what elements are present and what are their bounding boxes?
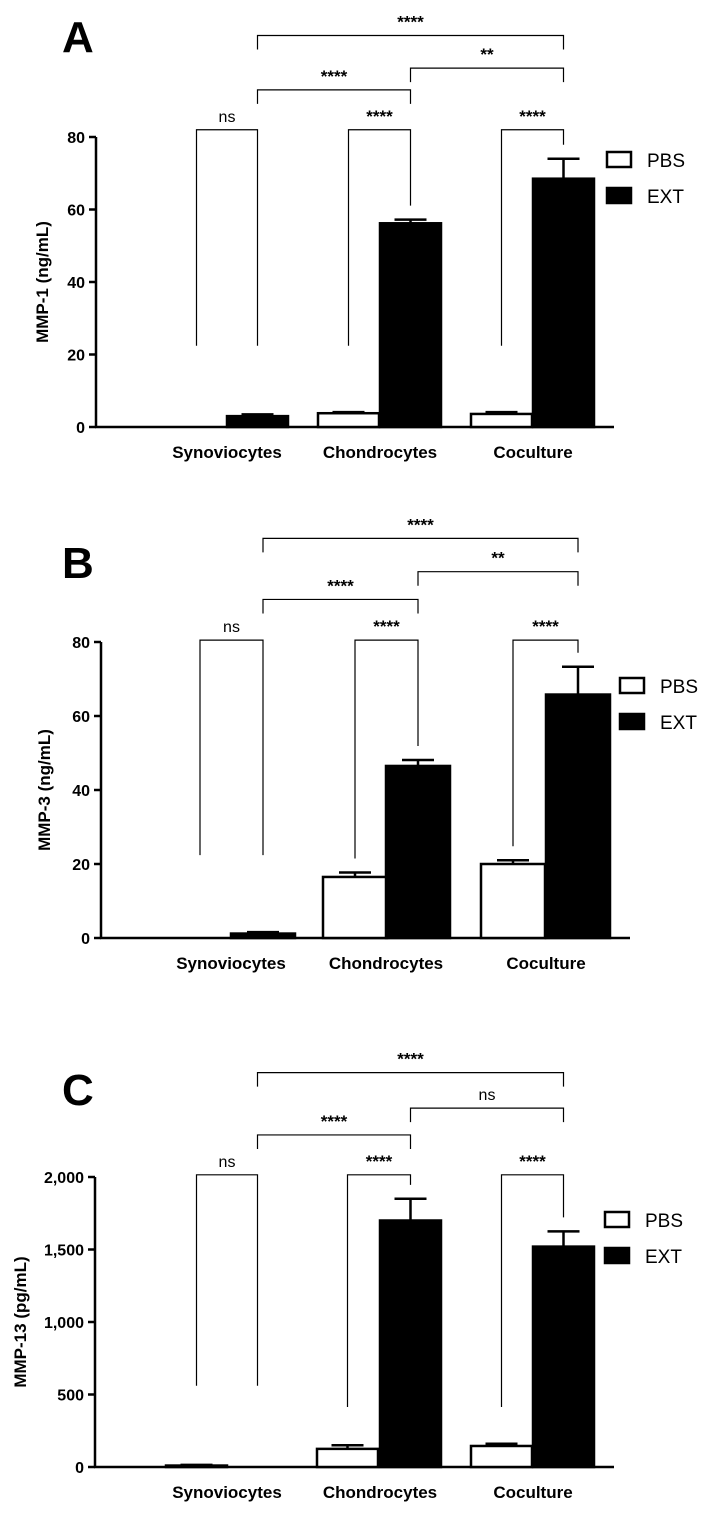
y-tick-label: 80 <box>72 635 90 652</box>
significance-label: ns <box>218 1153 236 1171</box>
legend-label-ext: EXT <box>660 713 697 734</box>
bar-ext-synoviocytes <box>227 416 288 427</box>
chart-panel-b <box>35 515 698 973</box>
significance-bracket <box>258 36 564 50</box>
y-tick-label: 60 <box>67 202 85 220</box>
y-tick-label: 0 <box>75 1460 84 1477</box>
legend-label-pbs: PBS <box>647 151 686 172</box>
legend-swatch-ext <box>605 1248 629 1263</box>
y-tick-label: 1,500 <box>43 1242 84 1260</box>
bar-ext-chondrocytes <box>380 223 441 427</box>
legend-swatch-ext <box>607 188 631 203</box>
y-tick-label: 40 <box>67 275 85 292</box>
significance-label: **** <box>320 1111 348 1131</box>
category-label: Chondrocytes <box>322 443 438 462</box>
panel-letter: C <box>62 1066 94 1115</box>
legend-label-pbs: PBS <box>660 677 699 698</box>
category-label: Synoviocytes <box>172 1483 282 1502</box>
y-tick-label: 60 <box>72 709 90 726</box>
category-label: Synoviocytes <box>172 443 282 462</box>
y-axis-title: MMP-3 (ng/mL) <box>35 729 54 851</box>
significance-label: **** <box>532 617 559 637</box>
y-axis-title: MMP-13 (pg/mL) <box>11 1256 30 1388</box>
bar-pbs-chondrocytes <box>317 1449 378 1467</box>
y-tick-label: 20 <box>72 857 90 874</box>
legend-swatch-ext <box>620 714 644 729</box>
bar-ext-coculture <box>533 179 594 427</box>
y-axis-title: MMP-1 (ng/mL) <box>33 221 52 343</box>
legend <box>620 677 698 734</box>
significance-label: **** <box>519 106 546 126</box>
significance-bracket <box>258 1073 564 1087</box>
y-tick-label: 1,000 <box>43 1315 84 1332</box>
bar-pbs-coculture <box>471 1446 532 1467</box>
category-label: Coculture <box>493 443 573 462</box>
significance-bracket <box>200 640 263 855</box>
y-tick-label: 500 <box>57 1387 84 1405</box>
legend-swatch-pbs <box>620 678 644 693</box>
legend-swatch-pbs <box>607 152 631 167</box>
significance-bracket <box>411 1108 564 1122</box>
significance-bracket <box>418 572 578 586</box>
bar-pbs-coculture <box>481 864 545 938</box>
category-label: Coculture <box>506 954 586 973</box>
y-tick-label: 80 <box>67 130 85 147</box>
significance-label: **** <box>519 1151 546 1171</box>
bar-ext-chondrocytes <box>386 766 450 938</box>
significance-label: **** <box>373 617 400 637</box>
significance-label: ns <box>218 108 236 126</box>
bar-ext-coculture <box>533 1247 594 1467</box>
significance-bracket <box>197 130 258 346</box>
category-label: Synoviocytes <box>176 954 286 973</box>
bar-pbs-chondrocytes <box>318 413 379 427</box>
panel-letter: B <box>62 539 94 588</box>
legend-label-pbs: PBS <box>645 1211 684 1232</box>
bar-pbs-coculture <box>471 414 532 427</box>
category-label: Chondrocytes <box>322 1483 438 1502</box>
significance-label: **** <box>320 66 348 86</box>
significance-bracket <box>197 1175 258 1386</box>
bar-ext-coculture <box>546 695 610 938</box>
category-label: Coculture <box>493 1483 573 1502</box>
significance-label: **** <box>407 515 434 535</box>
significance-bracket <box>411 68 564 82</box>
bar-ext-chondrocytes <box>380 1221 441 1468</box>
legend-label-ext: EXT <box>647 187 684 208</box>
panel-letter: A <box>62 13 94 62</box>
significance-label: ** <box>480 45 494 65</box>
significance-label: **** <box>327 576 354 596</box>
significance-label: **** <box>365 1151 393 1171</box>
chart-panel-c <box>11 1050 683 1502</box>
y-tick-label: 40 <box>72 783 90 800</box>
chart-panel-a <box>33 13 685 463</box>
legend-label-ext: EXT <box>645 1247 682 1268</box>
bar-pbs-chondrocytes <box>323 877 387 938</box>
significance-label: **** <box>397 12 424 32</box>
significance-label: **** <box>397 1049 424 1069</box>
legend <box>605 1211 683 1268</box>
significance-label: **** <box>366 106 393 126</box>
legend-swatch-pbs <box>605 1212 629 1227</box>
significance-bracket <box>258 90 411 104</box>
category-label: Chondrocytes <box>328 954 444 973</box>
significance-label: ns <box>478 1087 496 1105</box>
significance-bracket <box>263 538 578 552</box>
significance-bracket <box>263 599 418 613</box>
significance-label: ** <box>491 548 505 568</box>
significance-label: ns <box>223 619 240 637</box>
y-tick-label: 0 <box>76 420 85 437</box>
significance-bracket <box>258 1135 411 1149</box>
bar-ext-synoviocytes <box>231 934 295 938</box>
y-tick-label: 0 <box>81 931 90 948</box>
y-tick-label: 2,000 <box>43 1170 84 1187</box>
legend <box>607 151 685 208</box>
y-tick-label: 20 <box>67 347 85 365</box>
